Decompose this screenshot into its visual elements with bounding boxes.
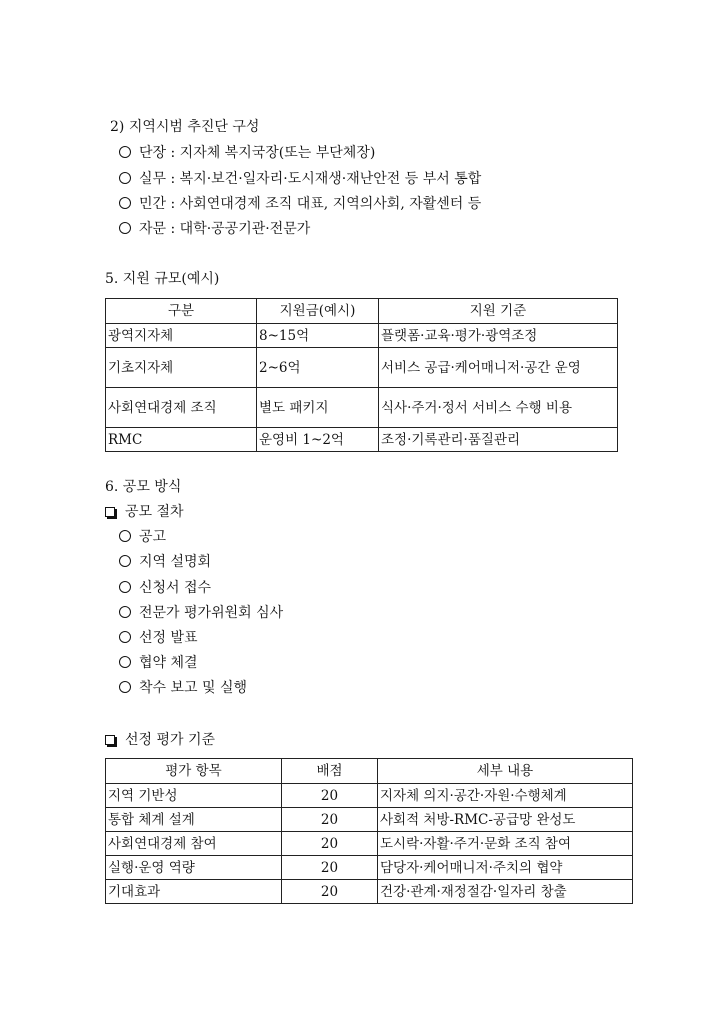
table-cell: 도시락·자활·주거·문화 조직 참여 [378,832,633,856]
team-item-leader [119,143,375,163]
table-cell: 2~6억 [257,348,379,388]
procedure-step [119,628,198,648]
checkbox-square-icon [105,735,115,745]
column-header: 배점 [282,759,378,784]
criteria-title-text: 선정 평가 기준 [125,732,216,748]
table-cell: 기대효과 [106,880,282,904]
table-cell: 식사·주거·정서 서비스 수행 비용 [379,388,618,428]
table-cell: 조정·기록관리·품질관리 [379,428,618,452]
checkbox-square-icon [105,507,115,517]
table-cell: 20 [282,832,378,856]
evaluation-criteria-table [105,758,633,904]
table-cell: RMC [106,428,257,452]
criteria-title [105,730,215,750]
table-cell: 실행·운영 역량 [106,856,282,880]
procedure-step-text: 신청서 접수 [139,580,212,596]
procedure-step [119,527,166,547]
table-cell: 광역지자체 [106,324,257,348]
team-item-advisory [119,219,310,239]
table-row [106,348,618,388]
table-cell: 플랫폼·교육·평가·광역조정 [379,324,618,348]
circle-bullet-icon [119,581,131,593]
table-cell: 20 [282,880,378,904]
table-cell: 20 [282,808,378,832]
procedure-step [119,678,247,698]
column-header: 구분 [106,299,257,324]
circle-bullet-icon [119,555,131,567]
table-cell: 사회연대경제 참여 [106,832,282,856]
circle-bullet-icon [119,530,131,542]
table-row [106,832,633,856]
section-2-heading: 2) 지역시범 추진단 구성 [110,119,260,135]
procedure-title [105,502,184,522]
procedure-title-text: 공모 절차 [125,504,184,520]
procedure-step-text: 전문가 평가위원회 심사 [139,605,284,621]
team-item-text: 단장 : 지자체 복지국장(또는 부단체장) [139,145,376,161]
circle-bullet-icon [119,656,131,668]
procedure-step-text: 공고 [139,529,167,545]
table-cell: 통합 체계 설계 [106,808,282,832]
procedure-step [119,603,283,623]
team-item-private [119,194,481,214]
procedure-step [119,552,211,572]
table-cell: 8~15억 [257,324,379,348]
procedure-step-text: 지역 설명회 [139,554,212,570]
circle-bullet-icon [119,681,131,693]
column-header: 세부 내용 [378,759,633,784]
table-cell: 별도 패키지 [257,388,379,428]
procedure-step-text: 선정 발표 [139,630,198,646]
table-cell: 건강·관계·재정절감·일자리 창출 [378,880,633,904]
procedure-step [119,653,198,673]
table-cell: 사회연대경제 조직 [106,388,257,428]
team-item-working [119,169,481,189]
circle-bullet-icon [119,606,131,618]
team-item-text: 실무 : 복지·보건·일자리·도시재생·재난안전 등 부서 통합 [139,171,482,187]
team-item-text: 민간 : 사회연대경제 조직 대표, 지역의사회, 자활센터 등 [139,196,482,212]
table-cell: 사회적 처방-RMC-공급망 완성도 [378,808,633,832]
team-item-text: 자문 : 대학·공공기관·전문가 [139,221,311,237]
table-row [106,808,633,832]
circle-bullet-icon [119,172,131,184]
table-cell: 지역 기반성 [106,784,282,808]
column-header: 평가 항목 [106,759,282,784]
table-cell: 운영비 1~2억 [257,428,379,452]
table-header-row [106,759,633,784]
table-row [106,324,618,348]
circle-bullet-icon [119,197,131,209]
column-header: 지원 기준 [379,299,618,324]
procedure-step [119,578,211,598]
table-row [106,428,618,452]
table-row [106,880,633,904]
table-cell: 지자체 의지·공간·자원·수행체계 [378,784,633,808]
column-header: 지원금(예시) [257,299,379,324]
circle-bullet-icon [119,631,131,643]
table-cell: 20 [282,856,378,880]
circle-bullet-icon [119,146,131,158]
procedure-step-text: 협약 체결 [139,655,198,671]
table-row [106,856,633,880]
table-cell: 서비스 공급·케어매니저·공간 운영 [379,348,618,388]
support-scale-table [105,298,618,452]
table-header-row [106,299,618,324]
table-cell: 담당자·케어매니저·주치의 협약 [378,856,633,880]
circle-bullet-icon [119,222,131,234]
table-row [106,784,633,808]
section-6-heading: 6. 공모 방식 [105,479,182,495]
table-cell: 20 [282,784,378,808]
table-row [106,388,618,428]
section-5-heading: 5. 지원 규모(예시) [105,271,220,287]
procedure-step-text: 착수 보고 및 실행 [139,680,248,696]
table-cell: 기초지자체 [106,348,257,388]
